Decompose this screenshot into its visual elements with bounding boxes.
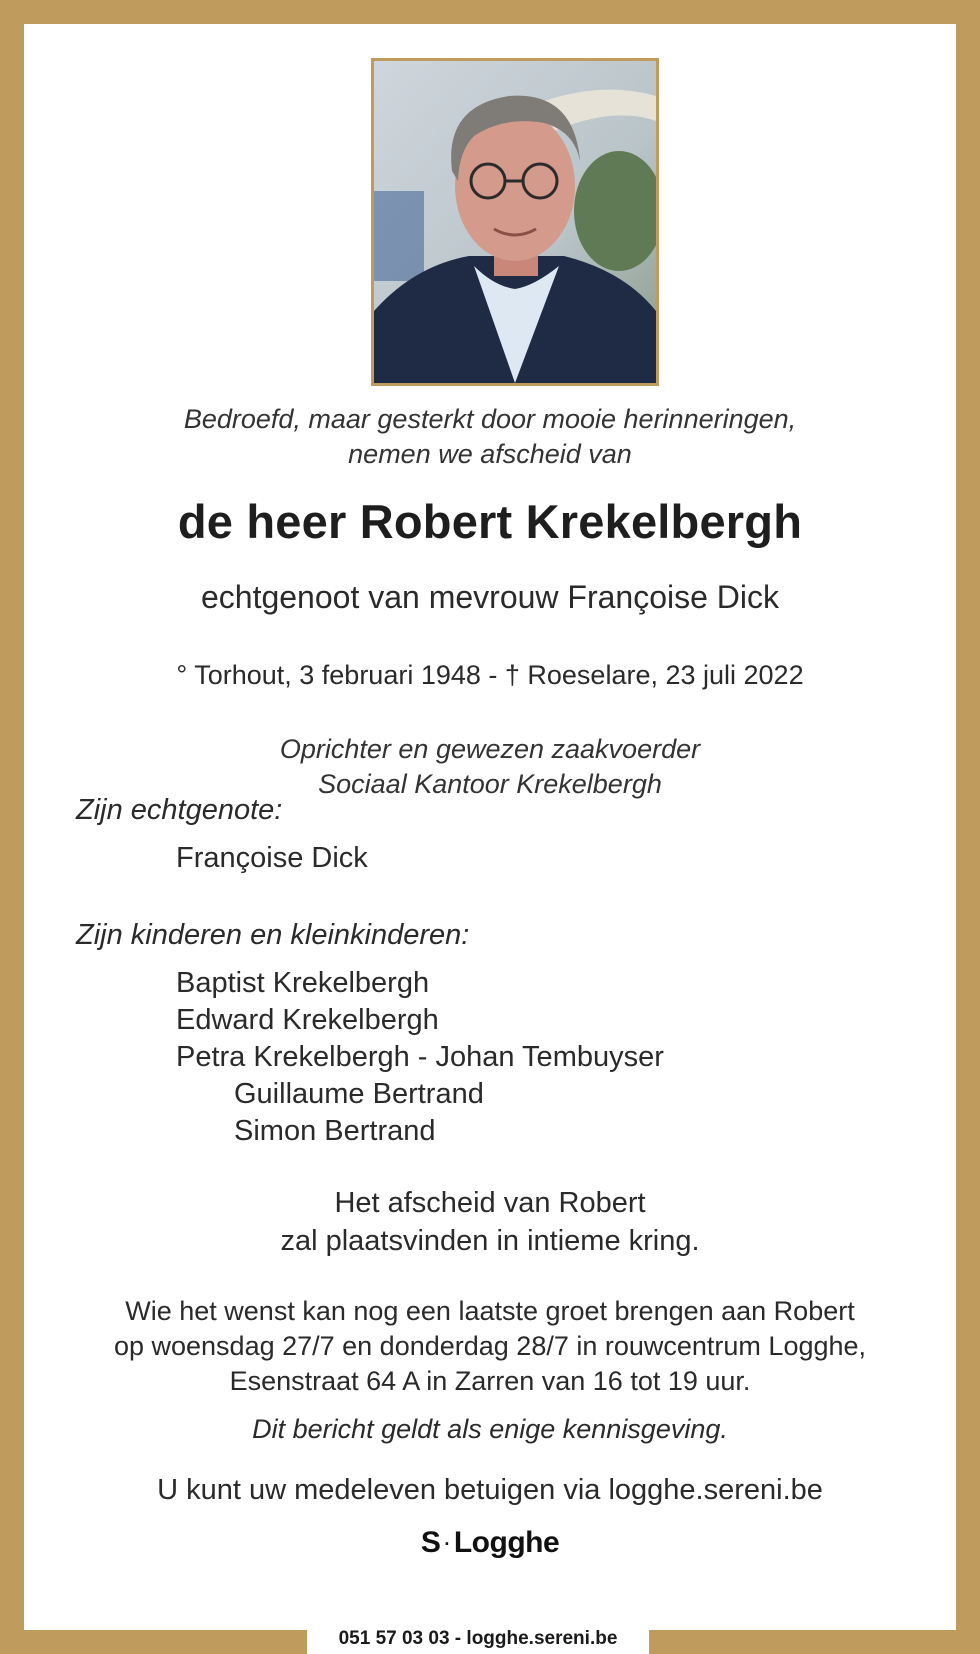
role-text — [24, 732, 956, 802]
logo-dot: · — [444, 1533, 450, 1554]
intro-line-2: nemen we afscheid van — [348, 439, 632, 469]
funeral-home-logo — [24, 1526, 956, 1560]
farewell-line-2: zal plaatsvinden in intieme kring. — [280, 1225, 700, 1257]
child-name: Baptist Krekelbergh — [176, 967, 430, 999]
farewell-line-1: Het afscheid van Robert — [334, 1187, 646, 1219]
visitation-line-1: Wie het wenst kan nog een laatste groet brengen aan Robert — [125, 1296, 855, 1326]
intro-text — [24, 402, 956, 472]
logo-mark: S — [420, 1526, 441, 1559]
contact-info: 051 57 03 03 - logghe.sereni.be — [307, 1624, 649, 1654]
spouse-name: Françoise Dick — [176, 842, 368, 874]
visitation-text — [24, 1294, 956, 1399]
obituary-card — [24, 24, 956, 1630]
child-name: Edward Krekelbergh — [176, 1004, 439, 1036]
deceased-name: de heer Robert Krekelbergh — [177, 495, 803, 548]
birth-death-dates: ° Torhout, 3 februari 1948 - † Roeselare, 23 juli 2022 — [176, 660, 804, 690]
farewell-text — [24, 1184, 956, 1260]
condolence-text: U kunt uw medeleven betuigen via logghe.sereni.be — [157, 1474, 823, 1506]
role-line-1: Oprichter en gewezen zaakvoerder — [279, 734, 701, 764]
spouse-section-label: Zijn echtgenote: — [76, 794, 283, 826]
spouse-line: echtgenoot van mevrouw Françoise Dick — [200, 579, 780, 615]
children-section-label: Zijn kinderen en kleinkinderen: — [76, 919, 470, 951]
child-name: Petra Krekelbergh - Johan Tembuyser — [176, 1041, 664, 1073]
grandchild-name: Simon Bertrand — [234, 1115, 436, 1147]
intro-line-1: Bedroefd, maar gesterkt door mooie herinneringen, — [183, 404, 797, 434]
notice-text: Dit bericht geldt als enige kennisgeving. — [252, 1414, 728, 1444]
portrait-illustration — [374, 61, 656, 383]
role-line-2: Sociaal Kantoor Krekelbergh — [318, 769, 662, 799]
visitation-line-3: Esenstraat 64 A in Zarren van 16 tot 19 uur. — [229, 1366, 751, 1396]
portrait-photo — [371, 58, 659, 386]
logo-name: Logghe — [453, 1526, 560, 1559]
grandchild-name: Guillaume Bertrand — [234, 1078, 484, 1110]
visitation-line-2: op woensdag 27/7 en donderdag 28/7 in rouwcentrum Logghe, — [113, 1331, 867, 1361]
